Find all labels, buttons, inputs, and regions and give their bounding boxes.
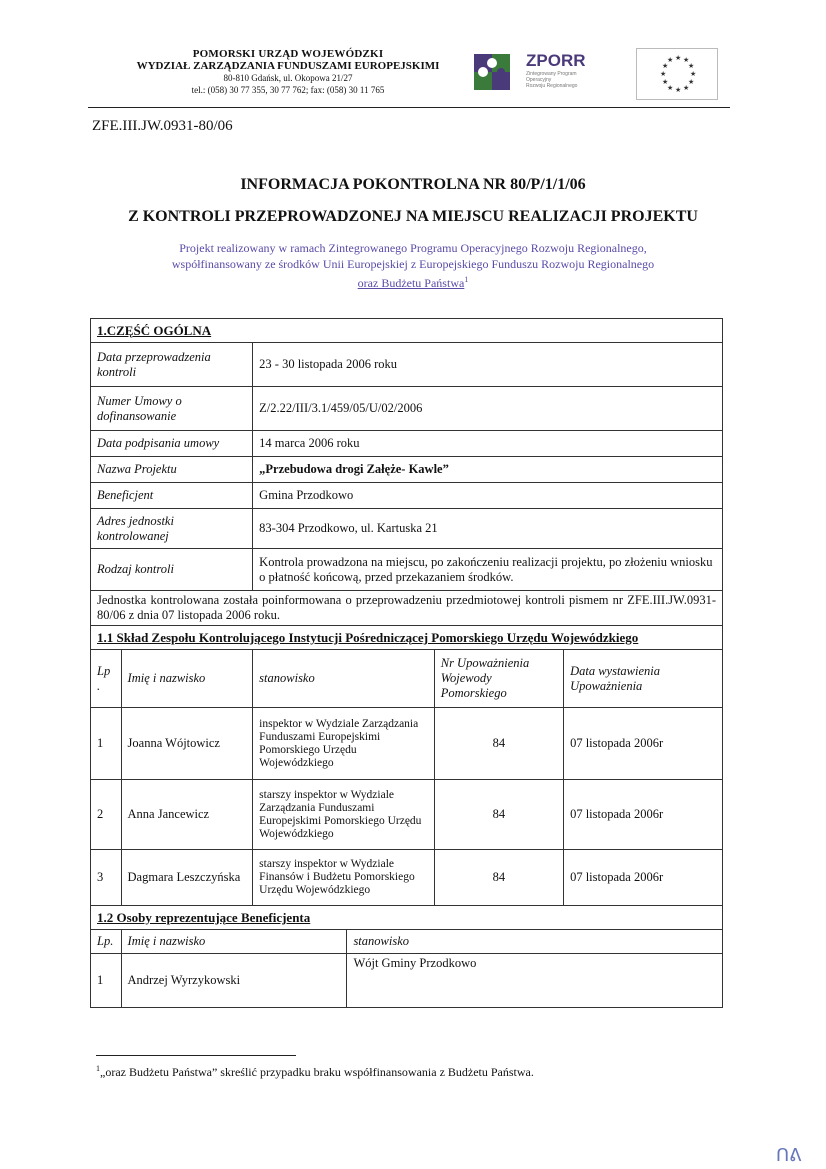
letterhead-address: 80-810 Gdańsk, ul. Okopowa 21/27 [223,73,353,83]
document-reference: ZFE.III.JW.0931-80/06 [92,118,233,134]
section-representatives-title: 1.2 Osoby reprezentujące Beneficjenta [91,906,723,930]
notification-note: Jednostka kontrolowana została poinformowana o przeprowadzeniu przedmiotowej kontroli pismem nr ZFE.III.JW.0931-80/06 z dnia 07 listopada 2006 roku. [91,591,723,626]
svg-text:★: ★ [688,78,695,86]
label-inspection-type: Rodzaj kontroli [91,549,253,591]
letterhead [118,48,458,96]
label-signing-date: Data podpisania umowy [91,431,253,457]
footnote-divider [96,1055,296,1056]
svg-text:★: ★ [667,84,674,92]
header-divider [88,107,730,108]
document-title: INFORMACJA POKONTROLNA NR 80/P/1/1/06 [240,176,586,193]
footnote: $^1$„oraz Budżetu Państwa” skreślić przypadku braku współfinansowania z Budżetu Państwa. [96,1064,534,1079]
svg-text:Zintegrowany Program: Zintegrowany Program [526,71,577,77]
table-row: 1 Andrzej Wyrzykowski Wójt Gminy Przodkowo [91,954,723,1008]
table-row: 1 Joanna Wójtowicz inspektor w Wydziale Zarządzania Funduszami Europejskimi Pomorskiego Urzędu Wojewódzkiego 84 07 listopada 2006r [91,708,723,780]
member-position: starszy inspektor w Wydziale Zarządzania Funduszami Europejskimi Pomorskiego Urzędu Wojewódzkiego [253,780,435,850]
value-inspection-type: Kontrola prowadzona na miejscu, po zakończeniu realizacji projektu, po złożeniu wniosku o płatność końcową, przed przekazaniem środków. [253,549,723,591]
svg-text:★: ★ [690,70,697,78]
label-address: Adres jednostki kontrolowanej [91,509,253,549]
member-authorization-date: 07 listopada 2006r [564,780,723,850]
value-signing-date: 14 marca 2006 roku [253,431,723,457]
member-authorization-date: 07 listopada 2006r [564,850,723,906]
label-contract-number: Numer Umowy o dofinansowanie [91,387,253,431]
label-beneficiary: Beneficjent [91,483,253,509]
rep-header-name: Imię i nazwisko [121,930,347,954]
label-inspection-date: Data przeprowadzenia kontroli [91,343,253,387]
svg-text:★: ★ [683,84,690,92]
value-beneficiary: Gmina Przodkowo [253,483,723,509]
svg-text:★: ★ [688,62,695,70]
value-inspection-date: 23 - 30 listopada 2006 roku [253,343,723,387]
label-project-name: Nazwa Projektu [91,457,253,483]
funding-line-2: współfinansowany ze środków Unii Europejskiej z Europejskiego Funduszu Rozwoju Regionalnego [171,257,655,271]
document-subtitle: Z KONTROLI PRZEPROWADZONEJ NA MIEJSCU REALIZACJI PROJEKTU [128,208,698,225]
member-authorization: 84 [434,780,563,850]
member-authorization: 84 [434,850,563,906]
letterhead-contact: tel.: (058) 30 77 355, 30 77 762; fax: (058) 30 11 765 [191,85,385,95]
member-authorization-date: 07 listopada 2006r [564,708,723,780]
team-header-authorization: Nr Upoważnienia Wojewody Pomorskiego [434,650,563,708]
project-funding-note [100,240,726,291]
member-name: Joanna Wójtowicz [121,708,253,780]
value-contract-number: Z/2.22/III/3.1/459/05/U/02/2006 [253,387,723,431]
inspection-table [90,318,723,1008]
svg-text:★: ★ [683,56,690,64]
eu-flag-icon [636,48,718,100]
member-position: starszy inspektor w Wydziale Finansów i Budżetu Pomorskiego Urzędu Wojewódzkiego [253,850,435,906]
rep-name: Andrzej Wyrzykowski [121,954,347,1008]
letterhead-office: POMORSKI URZĄD WOJEWÓDZKI [192,48,384,60]
letterhead-department: WYDZIAŁ ZARZĄDZANIA FUNDUSZAMI EUROPEJSKIMI [136,60,440,72]
svg-text:★: ★ [660,70,667,78]
footnote-ref: 1 [464,275,469,284]
member-authorization: 84 [434,708,563,780]
svg-text:★: ★ [662,78,669,86]
team-header-position: stanowisko [253,650,435,708]
section-general-title: 1.CZĘŚĆ OGÓLNA [91,319,723,343]
handwritten-mark: ᑎᕕ [776,1145,802,1166]
puzzle-icon [474,54,510,90]
svg-text:★: ★ [662,62,669,70]
rep-position: Wójt Gminy Przodkowo [347,954,723,1008]
member-name: Dagmara Leszczyńska [121,850,253,906]
zporr-logo [470,44,620,96]
value-address: 83-304 Przodkowo, ul. Kartuska 21 [253,509,723,549]
svg-text:Operacyjny: Operacyjny [526,77,552,83]
table-row: 3 Dagmara Leszczyńska starszy inspektor w Wydziale Finansów i Budżetu Pomorskiego Urzędu Wojewódzkiego 84 07 listopada 2006r [91,850,723,906]
team-header-authorization-date: Data wystawienia Upoważnienia [564,650,723,708]
funding-line-1: Projekt realizowany w ramach Zintegrowanego Programu Operacyjnego Rozwoju Regionalnego, [179,241,647,255]
table-row: 2 Anna Jancewicz starszy inspektor w Wydziale Zarządzania Funduszami Europejskimi Pomorskiego Urzędu Wojewódzkiego 84 07 listopada 2006r [91,780,723,850]
section-team-title: 1.1 Skład Zespołu Kontrolującego Instytucji Pośredniczącej Pomorskiego Urzędu Wojewódzkiego [91,626,723,650]
svg-text:★: ★ [675,86,682,94]
svg-text:★: ★ [667,56,674,64]
member-name: Anna Jancewicz [121,780,253,850]
funding-line-3: oraz Budżetu Państwa [357,276,465,290]
team-header-name: Imię i nazwisko [121,650,253,708]
svg-text:Rozwoju Regionalnego: Rozwoju Regionalnego [526,83,578,89]
rep-header-position: stanowisko [347,930,723,954]
rep-header-lp: Lp. [91,930,122,954]
team-header-lp: Lp . [91,650,122,708]
svg-text:ZPORR: ZPORR [526,51,586,70]
value-project-name: „Przebudowa drogi Załęże- Kawle” [253,457,723,483]
member-position: inspektor w Wydziale Zarządzania Funduszami Europejskimi Pomorskiego Urzędu Wojewódzkiego [253,708,435,780]
svg-text:★: ★ [675,54,682,62]
